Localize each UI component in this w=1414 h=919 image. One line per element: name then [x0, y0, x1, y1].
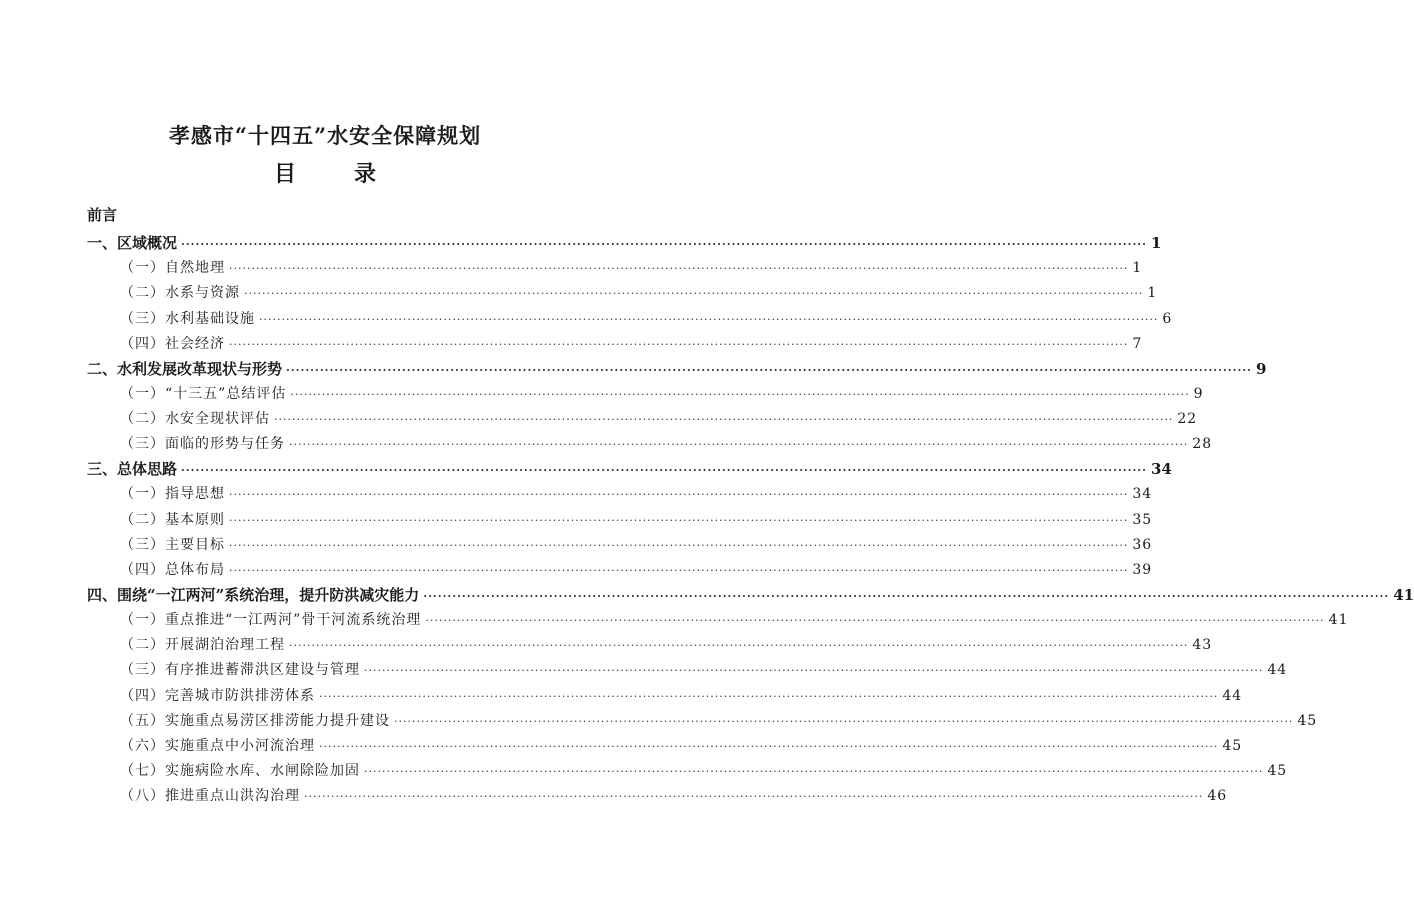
toc-entry-page-number: 9: [1255, 360, 1267, 378]
toc-entry[interactable]: [120, 686, 1243, 706]
toc-entry-page-number: 45: [1297, 713, 1318, 729]
toc-entry[interactable]: [120, 560, 1153, 580]
toc-dot-leader: ········································································································································································································: [181, 464, 1147, 477]
toc-entry[interactable]: [120, 786, 1228, 806]
toc-entry[interactable]: [120, 384, 1204, 404]
toc-dot-leader: ········································································································································································································: [394, 715, 1294, 728]
toc-dot-leader: ········································································································································································································: [274, 413, 1174, 426]
toc-entry[interactable]: [120, 434, 1213, 454]
toc-entry[interactable]: [120, 283, 1158, 303]
toc-entry[interactable]: [87, 233, 1162, 253]
toc-entry[interactable]: [120, 635, 1213, 655]
toc-entry-page-number: 1: [1147, 285, 1158, 301]
toc-dot-leader: ········································································································································································································: [229, 262, 1129, 275]
toc-dot-leader: ········································································································································································································: [290, 388, 1190, 401]
toc-entry-page-number: 1: [1150, 234, 1162, 252]
toc-entry[interactable]: [120, 258, 1143, 278]
toc-entry-page-number: 45: [1222, 738, 1243, 754]
toc-entry-label: 二、水利发展改革现状与形势: [87, 360, 283, 378]
toc-entry[interactable]: [120, 711, 1318, 731]
toc-entry-page-number: 34: [1150, 460, 1172, 478]
toc-entry-page-number: 22: [1177, 411, 1198, 427]
toc-entry[interactable]: [120, 409, 1198, 429]
toc-dot-leader: ········································································································································································································: [364, 664, 1264, 677]
toc-dot-leader: ········································································································································································································: [244, 287, 1144, 300]
toc-entry-page-number: 43: [1192, 637, 1213, 653]
toc-dot-leader: ········································································································································································································: [319, 740, 1219, 753]
toc-entry-label: （四）社会经济: [120, 336, 225, 352]
toc-entry[interactable]: [120, 334, 1143, 354]
toc-dot-leader: ········································································································································································································: [286, 364, 1252, 377]
toc-entry-label: （四）总体布局: [120, 562, 225, 578]
toc-dot-leader: ········································································································································································································: [229, 514, 1129, 527]
toc-dot-leader: ········································································································································································································: [364, 765, 1264, 778]
toc-entry-page-number: 34: [1132, 486, 1153, 502]
toc-dot-leader: ········································································································································································································: [229, 488, 1129, 501]
toc-entry-label: 一、区域概况: [87, 234, 178, 252]
toc-heading-right: 录: [354, 161, 377, 187]
toc-entry-page-number: 35: [1132, 512, 1153, 528]
toc-dot-leader: ········································································································································································································: [229, 564, 1129, 577]
toc-entry-label: （一）“十三五”总结评估: [120, 386, 287, 402]
toc-heading: [0, 157, 650, 188]
toc-entry-label: （二）水安全现状评估: [120, 411, 270, 427]
document-title: 孝感市“十四五”水安全保障规划: [168, 123, 482, 148]
toc-dot-leader: ········································································································································································································: [423, 590, 1390, 603]
toc-heading-left: 目: [273, 161, 296, 187]
toc-entry-page-number: 28: [1192, 436, 1213, 452]
toc-entry-page-number: 7: [1132, 336, 1143, 352]
toc-entry-page-number: 9: [1193, 386, 1204, 402]
toc-entry[interactable]: [120, 309, 1173, 329]
toc-entry-label: （四）完善城市防洪排涝体系: [120, 688, 315, 704]
toc-dot-leader: ········································································································································································································: [289, 639, 1189, 652]
toc-entry[interactable]: [120, 736, 1243, 756]
toc-entry-label: （二）水系与资源: [120, 285, 240, 301]
toc-dot-leader: ········································································································································································································: [229, 539, 1129, 552]
toc-entry[interactable]: [120, 535, 1153, 555]
toc-entry[interactable]: [120, 610, 1349, 630]
toc-entry-page-number: 6: [1162, 311, 1173, 327]
toc-entry[interactable]: [87, 359, 1267, 379]
toc-entry[interactable]: [120, 660, 1288, 680]
toc-dot-leader: ········································································································································································································: [289, 438, 1189, 451]
toc-entry-page-number: 46: [1207, 788, 1228, 804]
toc-entry-page-number: 36: [1132, 537, 1153, 553]
toc-dot-leader: ········································································································································································································: [425, 614, 1325, 627]
toc-entry-page-number: 45: [1267, 763, 1288, 779]
toc-entry-label: （一）自然地理: [120, 260, 225, 276]
toc-entry-label: （二）开展湖泊治理工程: [120, 637, 285, 653]
toc-entry-label: （三）主要目标: [120, 537, 225, 553]
toc-entry-label: （三）面临的形势与任务: [120, 436, 285, 452]
toc-entry-page-number: 44: [1222, 688, 1243, 704]
toc-entry-page-number: 41: [1328, 612, 1349, 628]
toc-entry-label: （三）有序推进蓄滞洪区建设与管理: [120, 662, 360, 678]
toc-entry-page-number: 1: [1132, 260, 1143, 276]
toc-entry-label: （一）重点推进“一江两河”骨干河流系统治理: [120, 612, 422, 628]
toc-dot-leader: ········································································································································································································: [229, 338, 1129, 351]
toc-entry-page-number: 39: [1132, 562, 1153, 578]
toc-entry[interactable]: [120, 761, 1288, 781]
toc-entry[interactable]: [120, 484, 1153, 504]
toc-entry-label: （六）实施重点中小河流治理: [120, 738, 315, 754]
toc-entry-label: 三、总体思路: [87, 460, 178, 478]
toc-entry-label: （八）推进重点山洪沟治理: [120, 788, 300, 804]
toc-entry-page-number: 41: [1393, 586, 1414, 604]
toc-entry-label: （七）实施病险水库、水闸除险加固: [120, 763, 360, 779]
toc-preface[interactable]: 前言: [87, 206, 118, 224]
toc-entry[interactable]: [120, 510, 1153, 530]
toc-entry-label: （二）基本原则: [120, 512, 225, 528]
toc-dot-leader: ········································································································································································································: [181, 238, 1147, 251]
toc-entry-label: （一）指导思想: [120, 486, 225, 502]
toc-dot-leader: ········································································································································································································: [304, 790, 1204, 803]
toc-entry-page-number: 44: [1267, 662, 1288, 678]
toc-entry-label: （三）水利基础设施: [120, 311, 255, 327]
toc-dot-leader: ········································································································································································································: [259, 313, 1159, 326]
toc-entry[interactable]: [87, 585, 1414, 605]
toc-entry[interactable]: [87, 459, 1172, 479]
toc-entry-label: 四、围绕“一江两河”系统治理，提升防洪减灾能力: [87, 586, 420, 604]
toc-dot-leader: ········································································································································································································: [319, 690, 1219, 703]
toc-entry-label: （五）实施重点易涝区排涝能力提升建设: [120, 713, 390, 729]
